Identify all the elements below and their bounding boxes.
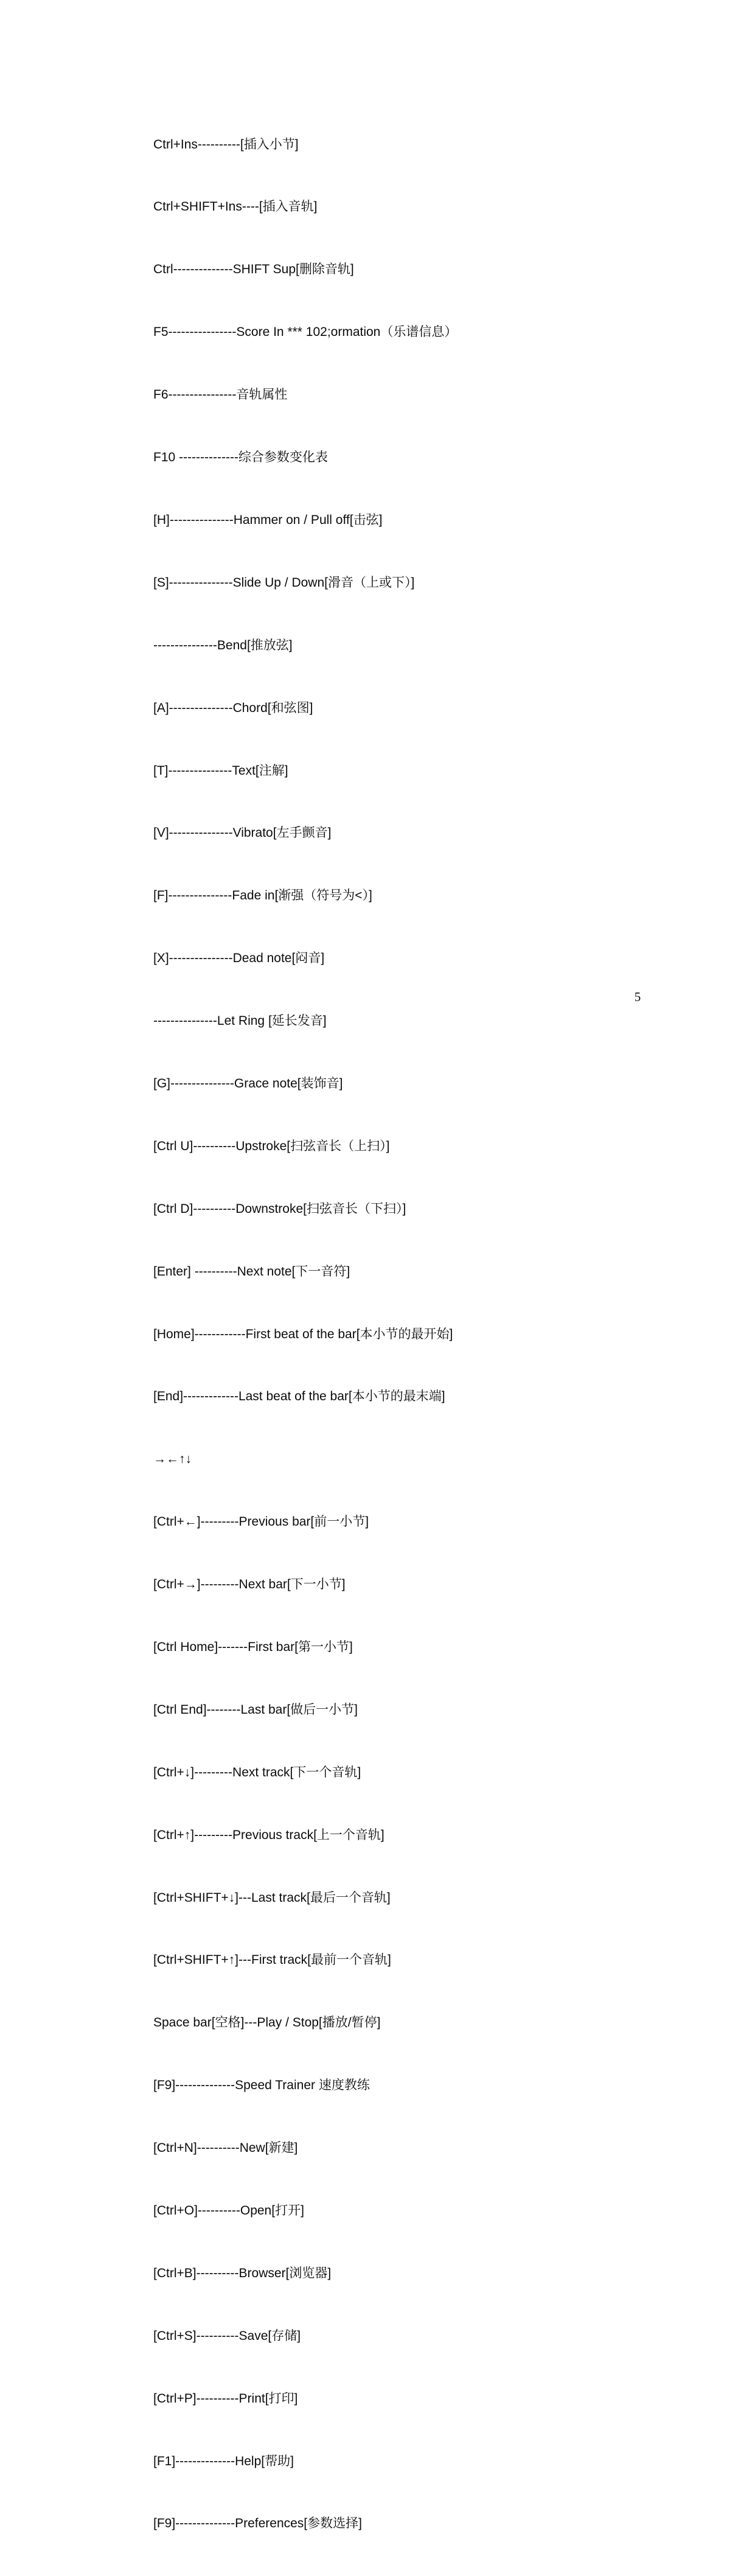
shortcut-line: ---------------Bend[推放弦] — [153, 638, 293, 652]
shortcut-list — [153, 92, 457, 2576]
shortcut-line: [Home]------------First beat of the bar[本小节的最开始] — [153, 1327, 453, 1341]
shortcut-line: [G]---------------Grace note[装饰音] — [153, 1076, 343, 1091]
shortcut-line: [Ctrl+P]----------Print[打印] — [153, 2391, 298, 2406]
shortcut-line: [Ctrl+↑]---------Previous track[上一个音轨] — [153, 1827, 384, 1842]
shortcut-line: [Ctrl+B]----------Browser[浏览器] — [153, 2266, 332, 2280]
shortcut-line: [Ctrl+SHIFT+↓]---Last track[最后一个音轨] — [153, 1890, 391, 1905]
shortcut-line: [Ctrl+↓]---------Next track[下一个音轨] — [153, 1765, 361, 1779]
shortcut-line: [Ctrl+O]----------Open[打开] — [153, 2203, 304, 2218]
shortcut-line: [F9]--------------Preferences[参数选择] — [153, 2516, 362, 2531]
shortcut-line: [F9]--------------Speed Trainer 速度教练 — [153, 2078, 370, 2093]
shortcut-line: F6----------------音轨属性 — [153, 388, 288, 402]
shortcut-line: [Ctrl+S]----------Save[存储] — [153, 2328, 301, 2343]
shortcut-line: F10 --------------综合参数变化表 — [153, 450, 328, 465]
shortcut-line: [End]-------------Last beat of the bar[本小节的最末端] — [153, 1389, 445, 1404]
shortcut-line: [S]---------------Slide Up / Down[滑音（上或下）] — [153, 575, 415, 590]
shortcut-line: Space bar[空格]---Play / Stop[播放/暂停] — [153, 2016, 381, 2030]
shortcut-line: Ctrl--------------SHIFT Sup[删除音轨] — [153, 262, 354, 277]
shortcut-line: [Ctrl D]----------Downstroke[扫弦音长（下扫）] — [153, 1201, 406, 1216]
shortcut-line: [Ctrl+→]---------Next bar[下一小节] — [153, 1577, 346, 1592]
shortcut-line: [Ctrl Home]-------First bar[第一小节] — [153, 1639, 353, 1654]
shortcut-line: [V]---------------Vibrato[左手颤音] — [153, 826, 332, 840]
shortcut-line: [Ctrl+SHIFT+↑]---First track[最前一个音轨] — [153, 1953, 391, 1967]
shortcut-line: [X]---------------Dead note[闷音] — [153, 951, 325, 966]
shortcut-line: [A]---------------Chord[和弦图] — [153, 700, 313, 715]
arrow-keys-line: →←↑↓ — [153, 1452, 192, 1467]
shortcut-line: [T]---------------Text[注解] — [153, 763, 288, 778]
shortcut-line: [H]---------------Hammer on / Pull off[击弦] — [153, 512, 383, 527]
shortcut-line: [Ctrl+N]----------New[新建] — [153, 2141, 298, 2155]
shortcut-line: [F1]--------------Help[帮助] — [153, 2454, 294, 2468]
shortcut-line: [Enter] ----------Next note[下一音符] — [153, 1264, 350, 1279]
shortcut-line: [Ctrl End]--------Last bar[做后一小节] — [153, 1702, 358, 1717]
shortcut-line: Ctrl+SHIFT+Ins----[插入音轨] — [153, 200, 318, 214]
shortcut-line: [Ctrl U]----------Upstroke[扫弦音长（上扫）] — [153, 1139, 390, 1153]
shortcut-line: F5----------------Score In *** 102;ormation（乐谱信息） — [153, 325, 458, 340]
shortcut-line: Ctrl+Ins----------[插入小节] — [153, 137, 299, 152]
shortcut-line: ---------------Let Ring [延长发音] — [153, 1014, 327, 1028]
shortcut-line: [Ctrl+←]---------Previous bar[前一小节] — [153, 1515, 369, 1529]
page-number: 5 — [634, 990, 641, 1004]
shortcut-line: [F]---------------Fade in[渐强（符号为<）] — [153, 888, 372, 903]
